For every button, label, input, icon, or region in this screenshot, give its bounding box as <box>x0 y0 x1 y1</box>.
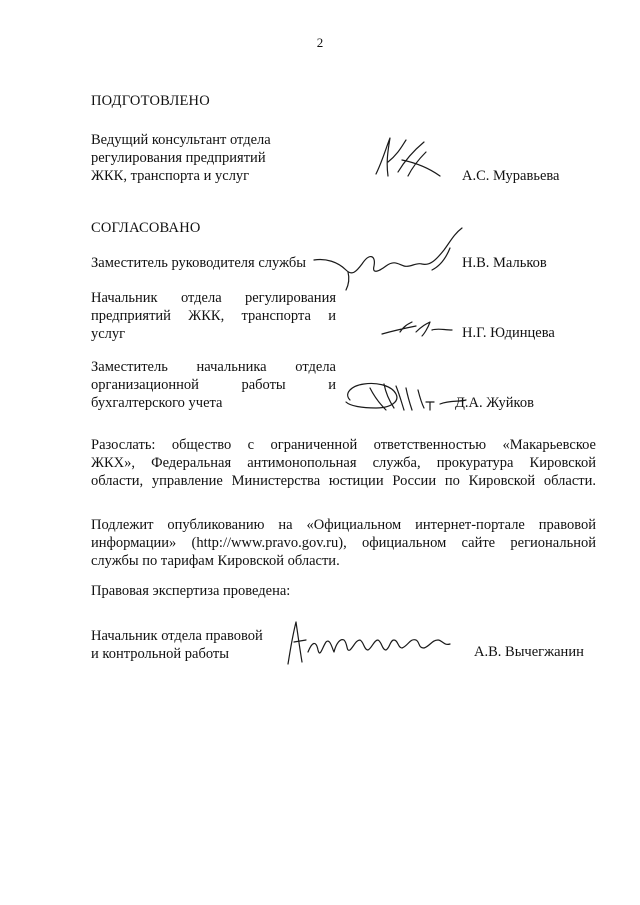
position-line: Ведущий консультант отдела <box>91 132 271 148</box>
signature-vychegzhanin <box>282 618 457 668</box>
position-line: бухгалтерского учета <box>91 395 223 411</box>
prepared-heading: ПОДГОТОВЛЕНО <box>91 93 210 109</box>
position-line: Заместитель начальника отдела <box>91 359 336 375</box>
position-line: и контрольной работы <box>91 646 229 662</box>
paragraph-line: Подлежит опубликованию на «Официальном интернет-портале правовой <box>91 517 596 533</box>
page-number: 2 <box>316 35 324 50</box>
prepared-position <box>91 131 271 185</box>
position-line: Начальник отдела регулирования <box>91 290 336 306</box>
paragraph-line: области, управление Министерства юстиции России по Кировской области. <box>91 473 596 489</box>
signature-zhuikov <box>340 376 470 416</box>
signature-yudintseva <box>380 318 460 340</box>
signer-1-name: Н.В. Мальков <box>462 255 547 271</box>
signature-malkov <box>312 226 472 292</box>
paragraph-line: информации» (http://www.pravo.gov.ru), официальном сайте региональной <box>91 535 596 551</box>
signer-3-position <box>91 358 336 412</box>
position-line: Начальник отдела правовой <box>91 628 263 644</box>
position-line: организационной работы и <box>91 377 336 393</box>
position-line: предприятий ЖКК, транспорта и <box>91 308 336 324</box>
position-line: Заместитель руководителя службы <box>91 255 307 271</box>
paragraph-line: ЖКХ», Федеральная антимонопольная служба, прокуратура Кировской <box>91 455 596 471</box>
signature-muravyeva <box>368 132 448 187</box>
legal-review-name: А.В. Вычегжанин <box>474 644 584 660</box>
distribution-paragraph <box>91 436 596 490</box>
signer-2-position <box>91 289 336 343</box>
signer-2-name: Н.Г. Юдинцева <box>462 325 555 341</box>
position-line: регулирования предприятий <box>91 150 266 166</box>
prepared-name: А.С. Муравьева <box>462 168 560 184</box>
position-line: услуг <box>91 326 126 342</box>
paragraph-line: Разослать: общество с ограниченной ответственностью «Макарьевское <box>91 437 596 453</box>
legal-review-position <box>91 627 263 663</box>
signer-3-name: Д.А. Жуйков <box>455 395 534 411</box>
legal-review-heading: Правовая экспертиза проведена: <box>91 583 291 599</box>
signer-1-position <box>91 254 306 272</box>
position-line: ЖКК, транспорта и услуг <box>91 168 250 184</box>
agreed-heading: СОГЛАСОВАНО <box>91 220 201 236</box>
publication-paragraph <box>91 516 596 570</box>
paragraph-line: службы по тарифам Кировской области. <box>91 553 340 569</box>
